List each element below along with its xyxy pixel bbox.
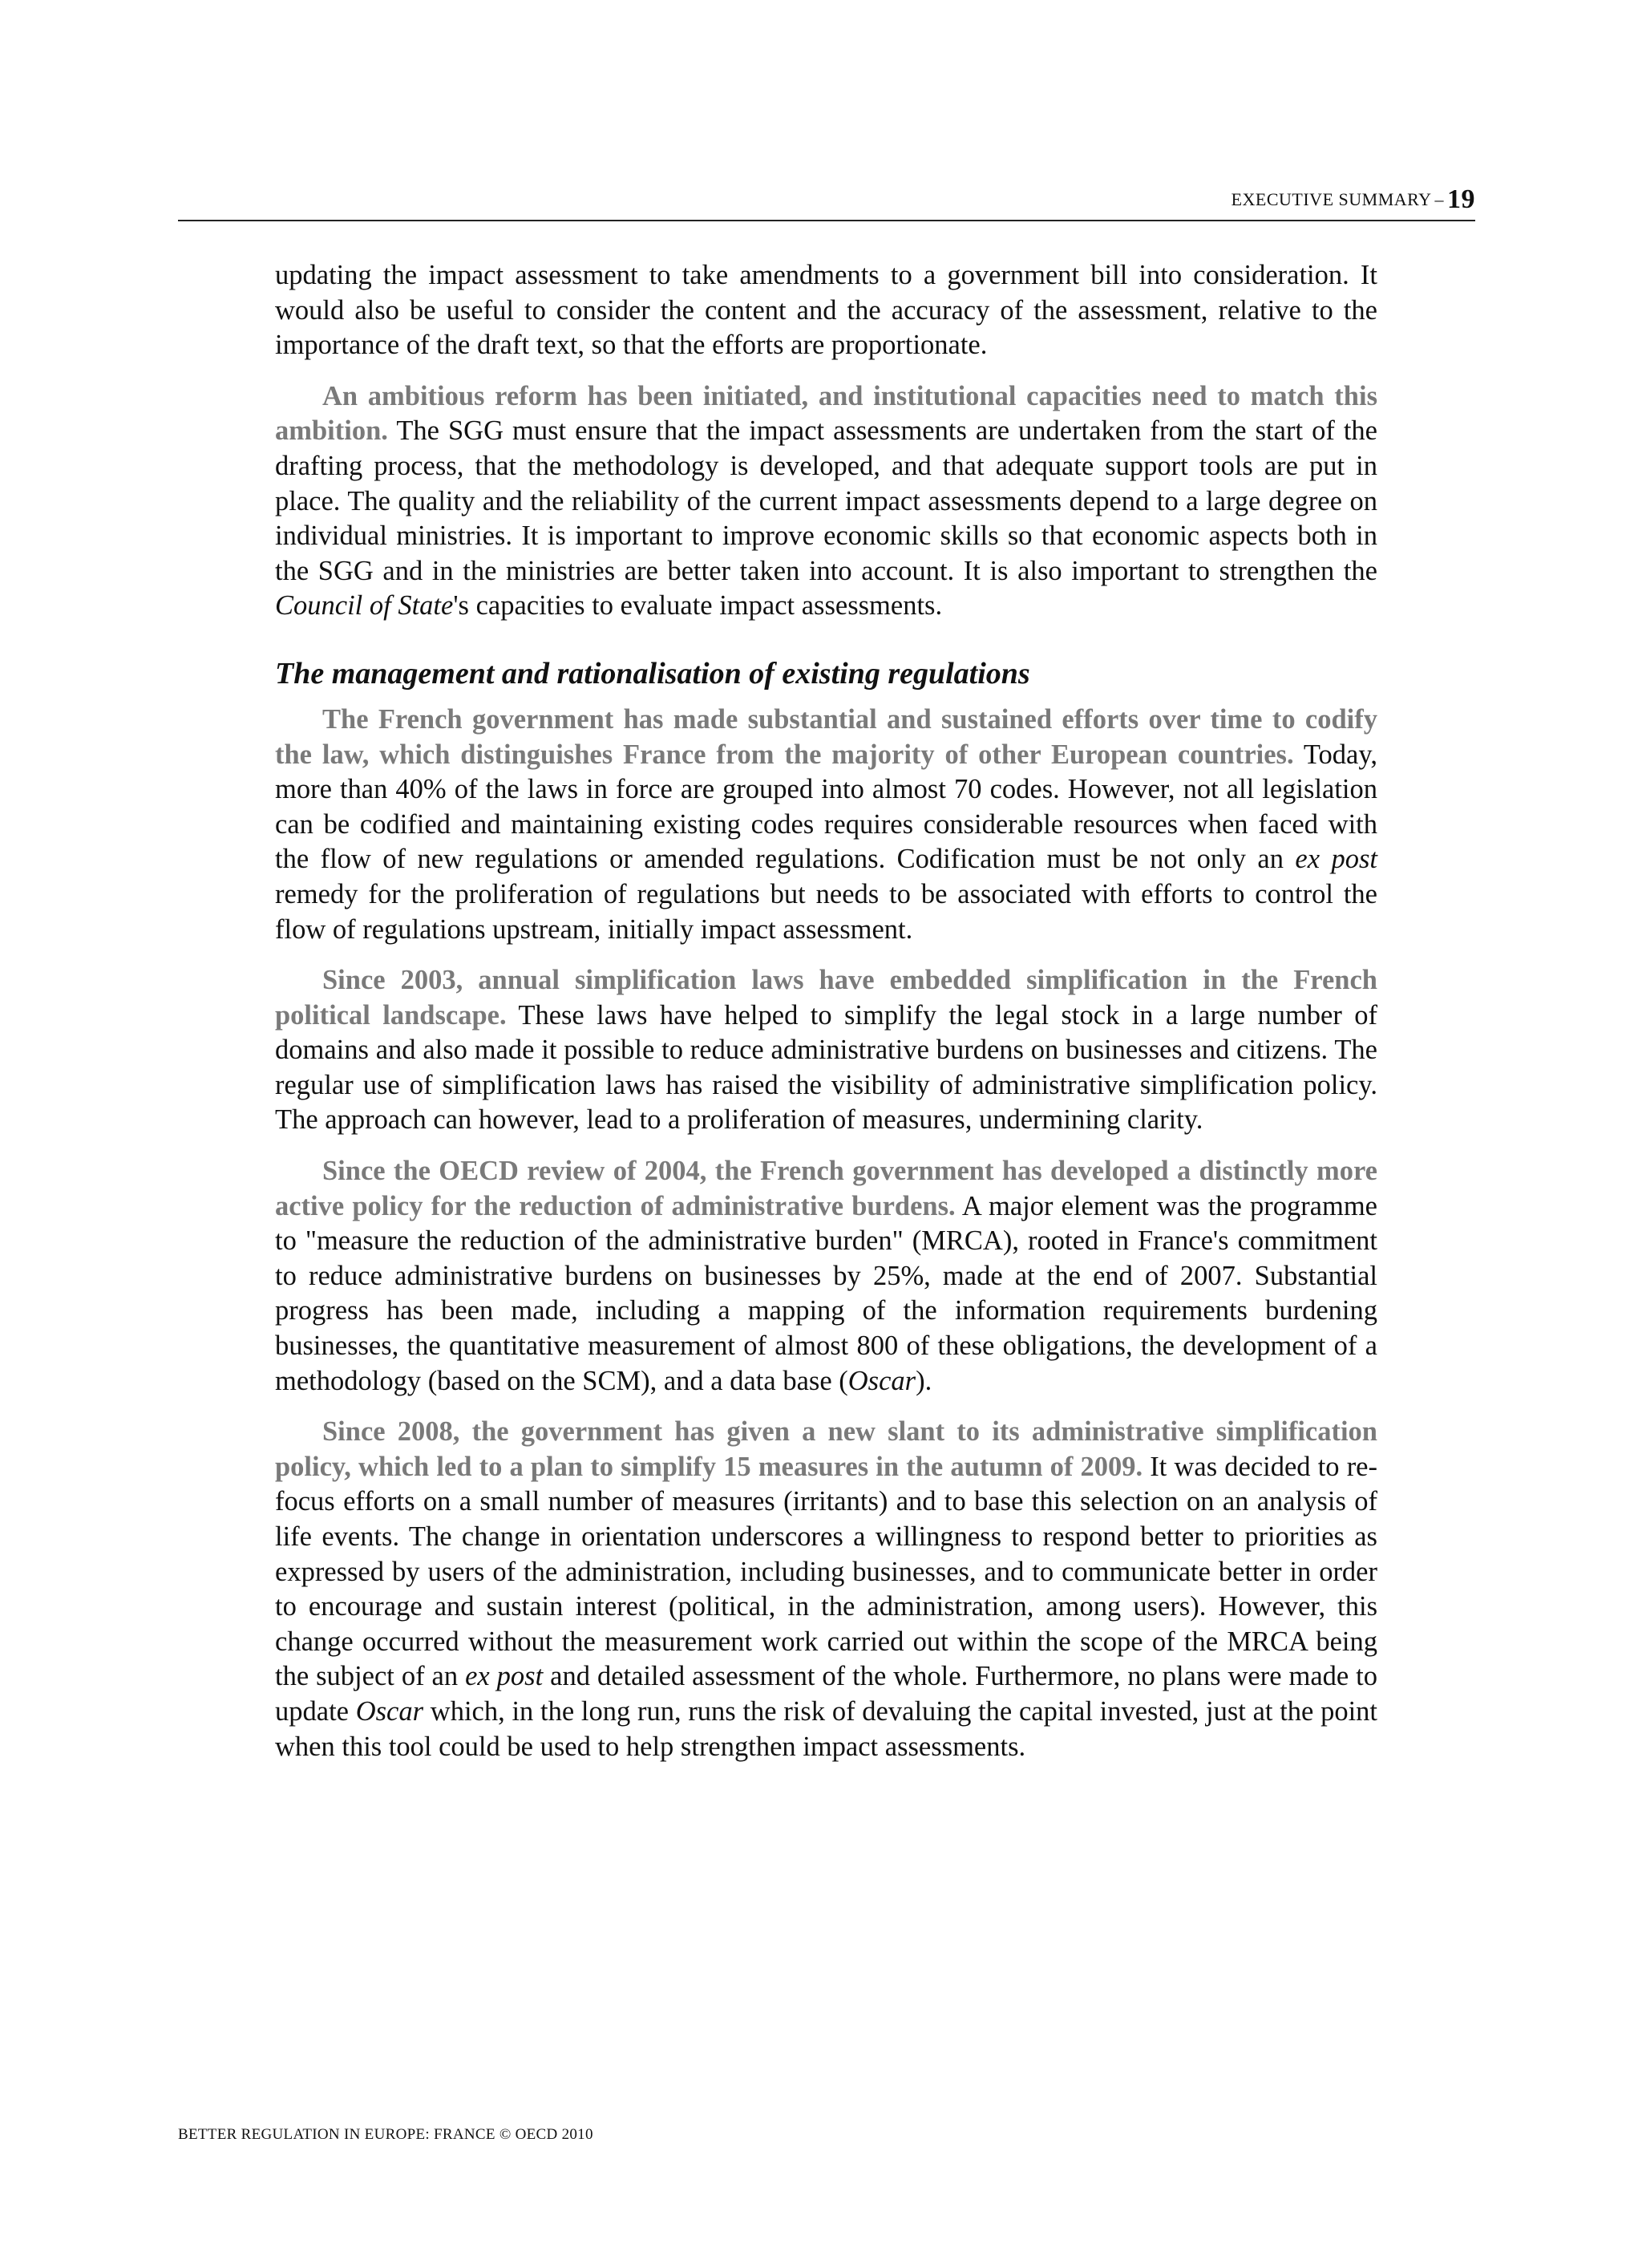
- paragraph-text: The SGG must ensure that the impact assessments are undertaken from the start of the drafting process, that the methodology is developed, and that adequate support tools are put in place. The quality and the reliability of the current impact assessments depend to a large degree on individual ministries. It is important to improve economic skills so that economic aspects both in the SGG and in the ministries are better taken into account. It is also important to strengthen the: [275, 415, 1377, 586]
- paragraph-lead: Since 2003, annual simplification laws have embedded simplification in the French political landscape.: [275, 965, 1377, 1031]
- page-header: [178, 178, 1475, 221]
- paragraph-1: [275, 258, 1377, 363]
- section-heading: The management and rationalisation of existing regulations: [275, 656, 1030, 691]
- paragraph-text: 's capacities to evaluate impact assessments.: [453, 590, 943, 622]
- paragraph-text: updating the impact assessment to take amendments to a government bill into consideration. It would also be useful to consider the content and the accuracy of the assessment, relative to the importance of the draft text, so that the efforts are proportionate.: [275, 260, 1377, 361]
- paragraph-lead: The French government has made substantial and sustained efforts over time to codify the law, which distinguishes France from the majority of other European countries.: [275, 703, 1377, 770]
- paragraph-text: ).: [916, 1365, 932, 1396]
- paragraph-italic: ex post: [465, 1661, 544, 1692]
- paragraph-text: Today, more than 40% of the laws in force are grouped into almost 70 codes. However, not all legislation can be codified and maintaining existing codes requires considerable resources when faced with the flow of new regulations or amended regulations. Codification must be not only an: [275, 739, 1377, 875]
- paragraph-italic: Council of State: [275, 590, 454, 622]
- running-head: [1232, 184, 1475, 215]
- paragraph-lead: An ambitious reform has been initiated, and institutional capacities need to match this ambition.: [275, 380, 1377, 447]
- section-title: EXECUTIVE SUMMARY: [1231, 189, 1432, 209]
- paragraph-italic: ex post: [1295, 844, 1377, 875]
- paragraph-lead: Since 2008, the government has given a new slant to its administrative simplification policy, which led to a plan to simplify 15 measures in the autumn of 2009.: [275, 1416, 1377, 1482]
- paragraph-4: [275, 963, 1377, 1138]
- paragraph-text: which, in the long run, runs the risk of devaluing the capital invested, just at the point when this tool could be used to help strengthen impact assessments.: [275, 1695, 1377, 1762]
- paragraph-italic: Oscar: [847, 1365, 916, 1396]
- paragraph-italic: Oscar: [355, 1695, 424, 1727]
- paragraph-text: These laws have helped to simplify the legal stock in a large number of domains and also made it possible to reduce administrative burdens on businesses and citizens. The regular use of simplification laws has raised the visibility of administrative simplification policy. The approach can however, lead to a proliferation of measures, undermining clarity.: [275, 999, 1377, 1136]
- paragraph-text: and detailed assessment of the whole. Furthermore, no plans were made to update: [275, 1661, 1378, 1727]
- paragraph-2: [275, 379, 1377, 624]
- page-number: 19: [1447, 184, 1475, 214]
- page-footer: BETTER REGULATION IN EUROPE: FRANCE © OECD 2010: [178, 2126, 593, 2143]
- paragraph-3: [275, 703, 1377, 947]
- paragraph-text: It was decided to re-focus efforts on a small number of measures (irritants) and to base this selection on an analysis of life events. The change in orientation underscores a willingness to respond better to priorities as expressed by users of the administration, including businesses, and to communicate better in order to encourage and sustain interest (political, in the administration, among users). However, this change occurred without the measurement work carried out within the scope of the MRCA being the subject of an: [275, 1451, 1377, 1692]
- paragraph-5: [275, 1154, 1377, 1399]
- paragraph-text: A major element was the programme to "measure the reduction of the administrative burden" (MRCA), rooted in France's commitment to reduce administrative burdens on businesses by 25%, made at the end of 2007. Substantial progress has been made, including a mapping of the information requirements burdening businesses, the quantitative measurement of almost 800 of these obligations, the development of a methodology (based on the SCM), and a data base (: [275, 1190, 1377, 1396]
- paragraph-lead: Since the OECD review of 2004, the French government has developed a distinctly more active policy for the reduction of administrative burdens.: [275, 1156, 1377, 1221]
- paragraph-6: [275, 1415, 1377, 1764]
- body-text: [275, 258, 1377, 1764]
- paragraph-text: remedy for the proliferation of regulations but needs to be associated with efforts to control the flow of regulations upstream, initially impact assessment.: [275, 878, 1377, 945]
- header-dash: –: [1434, 189, 1444, 209]
